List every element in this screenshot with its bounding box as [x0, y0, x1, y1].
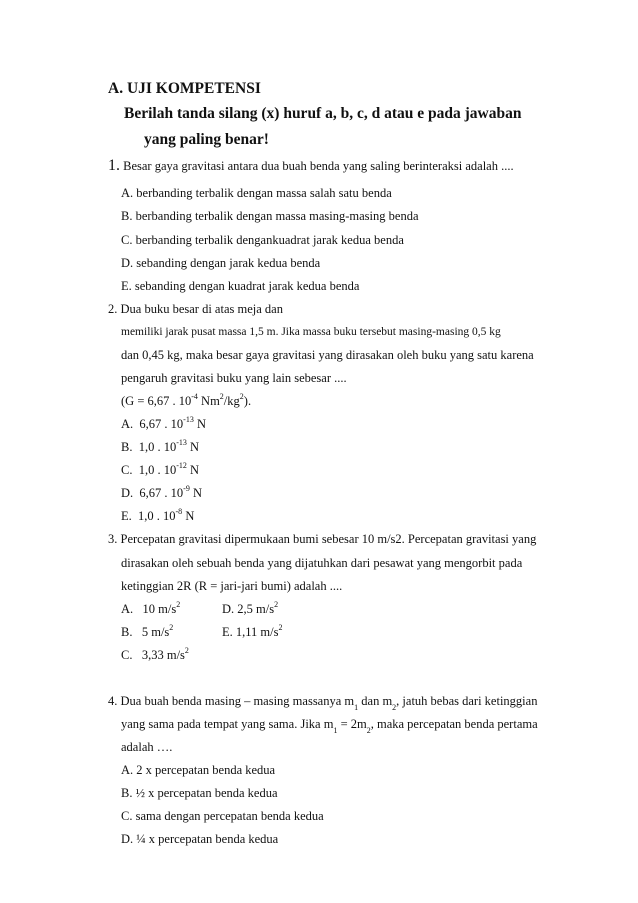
- q1-option-b: B. berbanding terbalik dengan massa masing-masing benda: [121, 209, 419, 223]
- q3-option-d: D. 2,5 $m/s^2$: [222, 599, 279, 616]
- instruction-line-1: Berilah tanda silang (x) huruf a, b, c, d atau e pada jawaban: [124, 105, 522, 122]
- q3-option-a: A. 10 $m/s^2$: [121, 599, 181, 616]
- q4-option-a: A. 2 x percepatan benda kedua: [121, 763, 276, 777]
- question-2-line-2: memiliki jarak pusat massa 1,5 m. Jika massa buku tersebut masing-masing 0,5 kg: [121, 326, 501, 338]
- q1-option-c: C. berbanding terbalik dengankuadrat jarak kedua benda: [121, 233, 404, 247]
- q1-option-d: D. sebanding dengan jarak kedua benda: [121, 256, 321, 270]
- q1-option-e: E. sebanding dengan kuadrat jarak kedua benda: [121, 279, 360, 293]
- question-1-number: 1.: [108, 157, 120, 174]
- q2-option-e: E. 1,0 . $10^{-8}$ N: [121, 506, 195, 523]
- q3-option-b: B. 5 $m/s^2$: [121, 622, 174, 639]
- question-3-line-1: 3. Percepatan gravitasi dipermukaan bumi sebesar 10 m/s2. Percepatan gravitasi yang: [108, 532, 537, 546]
- question-2-constant: (G = 6,67 . $10^{-4}$ $Nm^2/kg^2$).: [121, 391, 252, 408]
- question-1-text: Besar gaya gravitasi antara dua buah benda yang saling berinteraksi adalah ....: [123, 159, 514, 173]
- question-4-line-3: adalah ….: [121, 740, 173, 754]
- question-3-line-2: dirasakan oleh sebuah benda yang dijatuhkan dari pesawat yang mengorbit pada: [121, 556, 523, 570]
- q2-option-c: C. 1,0 . $10^{-12}$ N: [121, 460, 200, 477]
- question-4-line-1: 4. Dua buah benda masing – masing massanya $m_1$ dan $m_2$, jatuh bebas dari ketinggian: [108, 694, 538, 712]
- question-3-line-3: ketinggian 2R (R = jari-jari bumi) adalah ....: [121, 579, 343, 593]
- q4-option-b: B. ½ x percepatan benda kedua: [121, 786, 278, 800]
- question-1: [108, 158, 514, 174]
- q4-option-c: C. sama dengan percepatan benda kedua: [121, 809, 324, 823]
- q4-option-d: D. ¼ x percepatan benda kedua: [121, 832, 279, 846]
- q3-option-e: E. 1,11 $m/s^2$: [222, 622, 283, 639]
- question-2-line-3: dan 0,45 kg, maka besar gaya gravitasi yang dirasakan oleh buku yang satu karena: [121, 348, 534, 362]
- question-4-line-2: yang sama pada tempat yang sama. Jika $m_1 = 2m_2$, maka percepatan benda pertama: [121, 717, 538, 735]
- section-title: A. UJI KOMPETENSI: [108, 80, 261, 97]
- q2-option-d: D. 6,67 . $10^{-9}$ N: [121, 483, 202, 500]
- q2-option-a: A. 6,67 . $10^{-13}$ N: [121, 414, 206, 431]
- q1-option-a: A. berbanding terbalik dengan massa salah satu benda: [121, 186, 392, 200]
- q3-option-c: C. 3,33 $m/s^2$: [121, 645, 189, 662]
- question-2-line-1: 2. Dua buku besar di atas meja dan: [108, 302, 283, 316]
- instruction-line-2: yang paling benar!: [144, 131, 269, 148]
- q2-option-b: B. 1,0 . $10^{-13}$ N: [121, 437, 200, 454]
- question-2-line-4: pengaruh gravitasi buku yang lain sebesar ....: [121, 371, 347, 385]
